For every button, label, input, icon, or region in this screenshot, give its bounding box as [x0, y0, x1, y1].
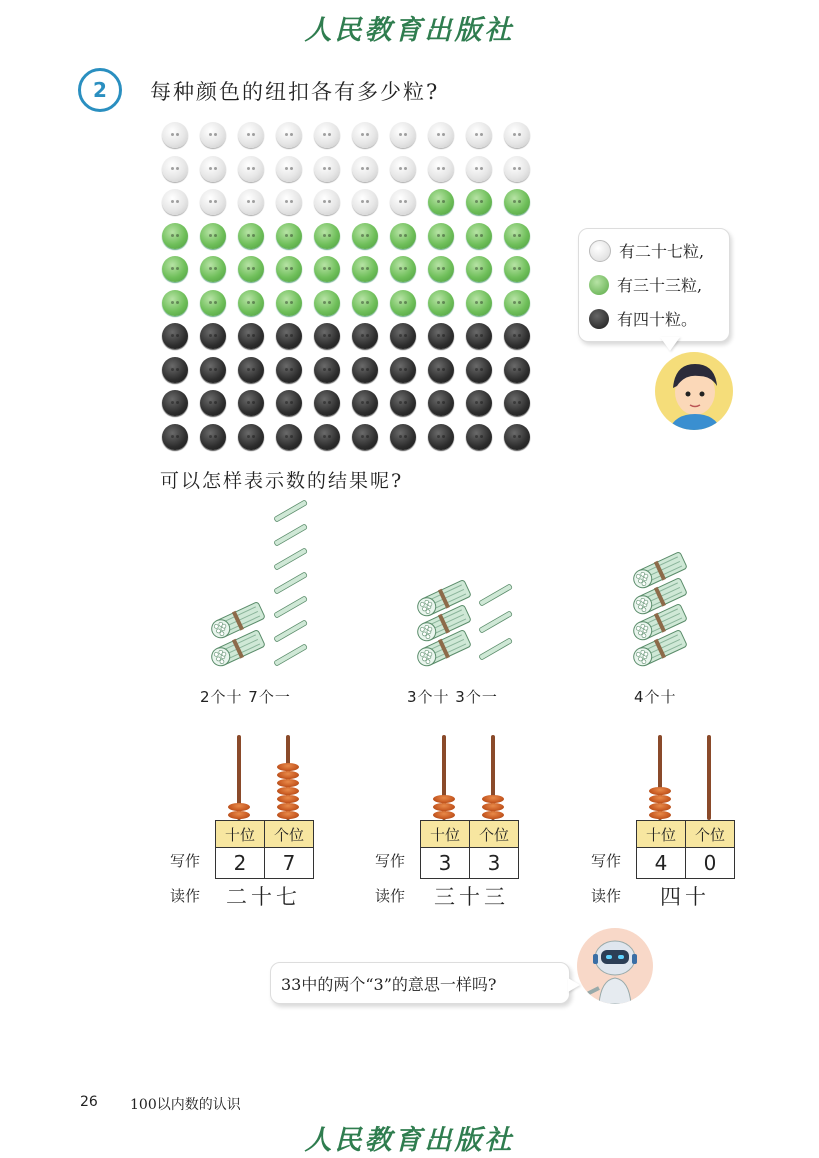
black-button	[238, 424, 264, 450]
read-label: 读作	[375, 887, 406, 905]
white-button	[352, 122, 378, 148]
black-button	[428, 357, 454, 383]
green-button	[504, 256, 530, 282]
black-button	[390, 424, 416, 450]
boy-speech-bubble	[578, 228, 730, 342]
green-button	[352, 223, 378, 249]
black-button	[200, 357, 226, 383]
white-button	[200, 122, 226, 148]
speech-line-white	[589, 239, 704, 262]
green-button	[200, 256, 226, 282]
black-button	[238, 390, 264, 416]
speech-line-text: 有二十七粒,	[619, 242, 705, 261]
abacus-rod-ones	[707, 735, 711, 820]
white-button	[200, 189, 226, 215]
digit-tens: 4	[637, 848, 686, 879]
robot-speech-text: 33中的两个“3”的意思一样吗?	[281, 974, 497, 994]
sub-question-text: 可以怎样表示数的结果呢?	[160, 470, 404, 492]
green-button	[466, 290, 492, 316]
digit-ones: 0	[686, 848, 735, 879]
digit-ones: 7	[265, 848, 314, 879]
bead	[649, 803, 671, 811]
green-button	[390, 290, 416, 316]
bead	[277, 763, 299, 771]
publisher-header: 人民教育出版社	[304, 15, 515, 46]
bead	[277, 795, 299, 803]
black-button	[352, 323, 378, 349]
write-label: 写作	[170, 852, 201, 870]
header-ones: 个位	[686, 821, 735, 848]
black-button	[352, 390, 378, 416]
robot-avatar	[577, 928, 653, 1004]
bead	[277, 787, 299, 795]
speech-line-text: 有三十三粒,	[617, 276, 703, 295]
green-button	[314, 223, 340, 249]
publisher-footer: 人民教育出版社	[304, 1125, 515, 1156]
white-button	[238, 156, 264, 182]
reading-1: 二十七	[226, 885, 301, 909]
white-button	[200, 156, 226, 182]
green-button	[390, 223, 416, 249]
digit-tens: 3	[421, 848, 470, 879]
white-button	[504, 156, 530, 182]
green-button	[466, 189, 492, 215]
robot-speech-bubble	[270, 962, 570, 1004]
green-button	[162, 256, 188, 282]
white-button	[352, 189, 378, 215]
green-button	[314, 256, 340, 282]
green-button	[428, 189, 454, 215]
green-button	[276, 223, 302, 249]
place-value-table-1	[215, 820, 314, 879]
black-button	[352, 424, 378, 450]
header-ones: 个位	[265, 821, 314, 848]
black-button	[428, 323, 454, 349]
white-button	[162, 156, 188, 182]
bead	[277, 811, 299, 819]
speech-line-text: 有四十粒。	[617, 310, 698, 329]
green-button	[162, 290, 188, 316]
page-number: 26	[80, 1094, 98, 1110]
black-button	[162, 390, 188, 416]
black-button	[200, 424, 226, 450]
speech-line-black	[589, 307, 697, 330]
black-button	[504, 424, 530, 450]
header-tens: 十位	[216, 821, 265, 848]
header-ones: 个位	[470, 821, 519, 848]
black-button	[314, 323, 340, 349]
green-button	[504, 290, 530, 316]
count-label-1: 2个十 7个一	[200, 688, 291, 706]
green-button	[428, 256, 454, 282]
bead	[277, 771, 299, 779]
bead	[482, 803, 504, 811]
chapter-title: 100以内数的认识	[130, 1097, 241, 1113]
green-button	[238, 223, 264, 249]
black-button	[504, 390, 530, 416]
green-button	[352, 290, 378, 316]
sticks-illustration	[150, 500, 750, 680]
black-button	[466, 323, 492, 349]
black-button	[162, 323, 188, 349]
bead	[433, 795, 455, 803]
white-button	[238, 122, 264, 148]
black-button	[314, 390, 340, 416]
white-button	[276, 122, 302, 148]
black-button	[238, 357, 264, 383]
count-label-3: 4个十	[634, 688, 677, 706]
white-button	[352, 156, 378, 182]
black-button	[162, 424, 188, 450]
question-text: 每种颜色的纽扣各有多少粒?	[150, 80, 440, 104]
black-button	[276, 390, 302, 416]
green-button	[428, 290, 454, 316]
header-tens: 十位	[421, 821, 470, 848]
green-button	[314, 290, 340, 316]
green-button	[238, 256, 264, 282]
speech-bubble-tail	[660, 337, 680, 351]
place-value-table-3	[636, 820, 735, 879]
boy-avatar	[655, 352, 733, 430]
bead	[277, 779, 299, 787]
white-button-icon	[589, 240, 611, 262]
black-button-icon	[589, 309, 609, 329]
white-button	[428, 156, 454, 182]
black-button	[162, 357, 188, 383]
digit-tens: 2	[216, 848, 265, 879]
black-button	[238, 323, 264, 349]
green-button	[162, 223, 188, 249]
black-button	[390, 357, 416, 383]
reading-3: 四十	[660, 885, 710, 909]
green-button	[466, 223, 492, 249]
bead	[228, 803, 250, 811]
black-button	[504, 357, 530, 383]
green-button	[276, 290, 302, 316]
black-button	[314, 357, 340, 383]
white-button	[428, 122, 454, 148]
black-button	[466, 390, 492, 416]
black-button	[200, 323, 226, 349]
place-value-table-2	[420, 820, 519, 879]
button-grid	[162, 122, 542, 448]
bead	[228, 811, 250, 819]
bead	[277, 803, 299, 811]
white-button	[390, 156, 416, 182]
white-button	[276, 156, 302, 182]
black-button	[390, 390, 416, 416]
bead	[649, 795, 671, 803]
robot-speech-tail	[568, 978, 580, 992]
write-label: 写作	[591, 852, 622, 870]
write-label: 写作	[375, 852, 406, 870]
white-button	[314, 122, 340, 148]
bead	[482, 795, 504, 803]
read-label: 读作	[591, 887, 622, 905]
black-button	[390, 323, 416, 349]
bead	[433, 811, 455, 819]
white-button	[238, 189, 264, 215]
digit-ones: 3	[470, 848, 519, 879]
black-button	[466, 424, 492, 450]
reading-2: 三十三	[434, 885, 509, 909]
green-button	[238, 290, 264, 316]
green-button	[200, 223, 226, 249]
bead	[649, 787, 671, 795]
green-button	[504, 223, 530, 249]
black-button	[200, 390, 226, 416]
black-button	[314, 424, 340, 450]
white-button	[314, 189, 340, 215]
green-button	[466, 256, 492, 282]
question-number-badge: 2	[78, 68, 122, 112]
white-button	[162, 189, 188, 215]
black-button	[276, 323, 302, 349]
speech-line-green	[589, 273, 702, 296]
white-button	[390, 122, 416, 148]
count-label-2: 3个十 3个一	[407, 688, 498, 706]
white-button	[276, 189, 302, 215]
black-button	[352, 357, 378, 383]
bead	[482, 811, 504, 819]
white-button	[466, 122, 492, 148]
bead	[433, 803, 455, 811]
green-button	[200, 290, 226, 316]
green-button	[352, 256, 378, 282]
green-button	[276, 256, 302, 282]
read-label: 读作	[170, 887, 201, 905]
white-button	[466, 156, 492, 182]
black-button	[428, 424, 454, 450]
header-tens: 十位	[637, 821, 686, 848]
black-button	[466, 357, 492, 383]
black-button	[504, 323, 530, 349]
white-button	[314, 156, 340, 182]
black-button	[428, 390, 454, 416]
green-button	[428, 223, 454, 249]
black-button	[276, 357, 302, 383]
green-button-icon	[589, 275, 609, 295]
white-button	[390, 189, 416, 215]
black-button	[276, 424, 302, 450]
green-button	[504, 189, 530, 215]
green-button	[390, 256, 416, 282]
white-button	[504, 122, 530, 148]
white-button	[162, 122, 188, 148]
bead	[649, 811, 671, 819]
